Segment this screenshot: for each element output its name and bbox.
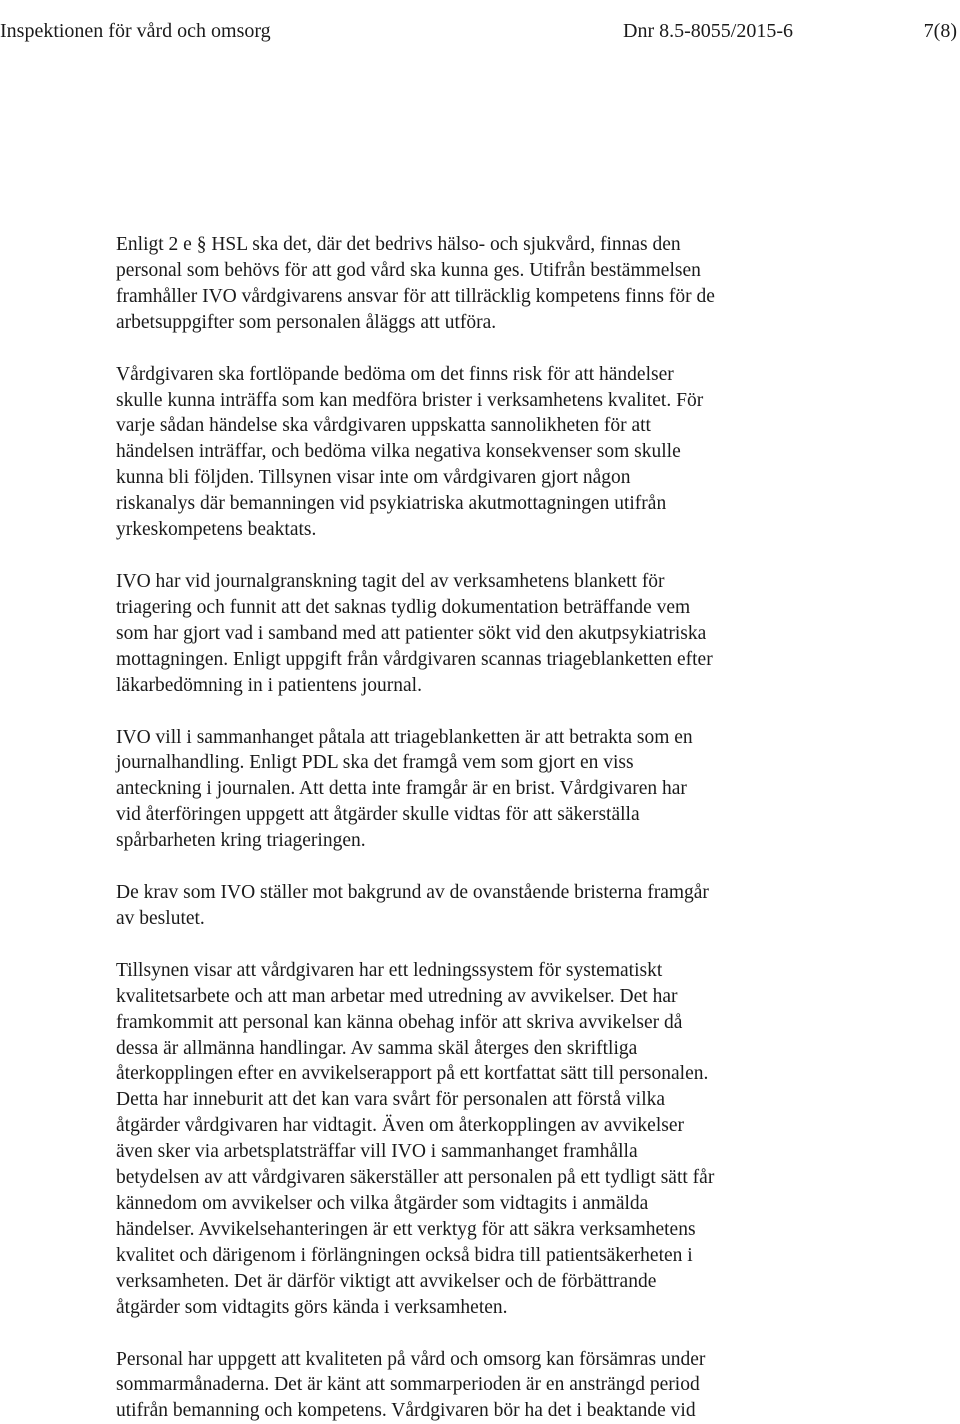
paragraph-line: framkommit att personal kan känna obehag inför att skriva avvikelser då: [116, 1011, 683, 1033]
paragraph-line: som har gjort vad i samband med att patienter sökt vid den akutpsykiatriska: [116, 622, 707, 644]
paragraph: [116, 232, 816, 336]
paragraph: [116, 569, 816, 699]
paragraph-line: kunna bli följden. Tillsynen visar inte om vårdgivaren gjort någon: [116, 467, 631, 489]
paragraph-line: riskanalys där bemanningen vid psykiatriska akutmottagningen utifrån: [116, 493, 667, 515]
paragraph-line: utifrån bemanning och kompetens. Vårdgivaren bör ha det i beaktande vid: [116, 1400, 696, 1422]
paragraph-line: Enligt 2 e § HSL ska det, där det bedrivs hälso- och sjukvård, finnas den: [116, 234, 681, 255]
page-header: [0, 16, 960, 46]
paragraph-line: varje sådan händelse ska vårdgivaren uppskatta sannolikheten för att: [116, 415, 651, 437]
paragraph-line: kännedom om avvikelser och vilka åtgärder som vidtagits i anmälda: [116, 1193, 649, 1214]
paragraph: [116, 1347, 816, 1424]
paragraph-line: åtgärder som vidtagits görs kända i verksamheten.: [116, 1296, 508, 1318]
paragraph-line: skulle kunna inträffa som kan medföra brister i verksamhetens kvalitet. För: [116, 389, 704, 411]
header-page-number: 7(8): [923, 20, 957, 42]
paragraph: [116, 958, 816, 1321]
paragraph-line: dessa är allmänna handlingar. Av samma skäl återges den skriftliga: [116, 1037, 638, 1059]
paragraph-line: yrkeskompetens beaktats.: [116, 519, 317, 541]
header-organization: Inspektionen för vård och omsorg: [0, 20, 271, 42]
paragraph-line: betydelsen av att vårdgivaren säkerställer att personalen på ett tydligt sätt får: [116, 1167, 715, 1189]
paragraph: [116, 362, 816, 543]
paragraph-line: arbetsuppgifter som personalen åläggs att utföra.: [116, 311, 497, 333]
paragraph-line: Vårdgivaren ska fortlöpande bedöma om det finns risk för att händelser: [116, 363, 674, 385]
paragraph-line: Tillsynen visar att vårdgivaren har ett ledningssystem för systematiskt: [116, 959, 663, 981]
paragraph-line: triagering och funnit att det saknas tydlig dokumentation beträffande vem: [116, 596, 691, 618]
paragraph-line: personal som behövs för att god vård ska kunna ges. Utifrån bestämmelsen: [116, 259, 701, 281]
paragraph-line: IVO vill i sammanhanget påtala att triageblanketten är att betrakta som en: [116, 726, 693, 748]
paragraph-line: åtgärder vårdgivaren har vidtagit. Även om återkopplingen av avvikelser: [116, 1115, 684, 1137]
paragraph-line: mottagningen. Enligt uppgift från vårdgivaren scannas triageblanketten efter: [116, 648, 713, 670]
paragraph-line: journalhandling. Enligt PDL ska det framgå vem som gjort en viss: [116, 752, 634, 774]
paragraph: [116, 725, 816, 855]
paragraph-line: läkarbedömning in i patientens journal.: [116, 674, 422, 696]
header-registration-number: Dnr 8.5-8055/2015-6: [623, 20, 793, 42]
document-body: [116, 206, 816, 1424]
paragraph-line: sommarmånaderna. Det är känt att sommarperioden är en ansträngd period: [116, 1374, 700, 1396]
paragraph-line: händelsen inträffar, och bedöma vilka negativa konsekvenser som skulle: [116, 441, 681, 463]
paragraph-line: framhåller IVO vårdgivarens ansvar för att tillräcklig kompetens finns för de: [116, 285, 715, 307]
paragraph-line: Detta har inneburit att det kan vara svårt för personalen att förstå vilka: [116, 1089, 666, 1111]
paragraph-line: även sker via arbetsplatsträffar vill IVO i sammanhanget framhålla: [116, 1141, 638, 1163]
paragraph: [116, 880, 816, 932]
paragraph-line: återkopplingen efter en avvikelserapport på ett kortfattat sätt till personalen.: [116, 1063, 709, 1085]
paragraph-line: spårbarheten kring triageringen.: [116, 830, 366, 852]
paragraph-line: IVO har vid journalgranskning tagit del av verksamhetens blankett för: [116, 570, 665, 592]
paragraph-line: vid återföringen uppgett att åtgärder skulle vidtas för att säkerställa: [116, 804, 640, 826]
paragraph-line: Personal har uppgett att kvaliteten på vård och omsorg kan försämras under: [116, 1348, 706, 1370]
paragraph-line: av beslutet.: [116, 907, 205, 929]
paragraph-line: De krav som IVO ställer mot bakgrund av de ovanstående bristerna framgår: [116, 882, 709, 904]
paragraph-line: kvalitetsarbete och att man arbetar med utredning av avvikelser. Det har: [116, 985, 678, 1007]
paragraph-line: verksamheten. Det är därför viktigt att avvikelser och de förbättrande: [116, 1270, 657, 1292]
paragraph-line: händelser. Avvikelsehanteringen är ett verktyg för att säkra verksamhetens: [116, 1218, 696, 1240]
paragraph-line: kvalitet och därigenom i förlängningen också bidra till patientsäkerheten i: [116, 1244, 693, 1266]
paragraph-line: anteckning i journalen. Att detta inte framgår är en brist. Vårdgivaren har: [116, 778, 687, 800]
